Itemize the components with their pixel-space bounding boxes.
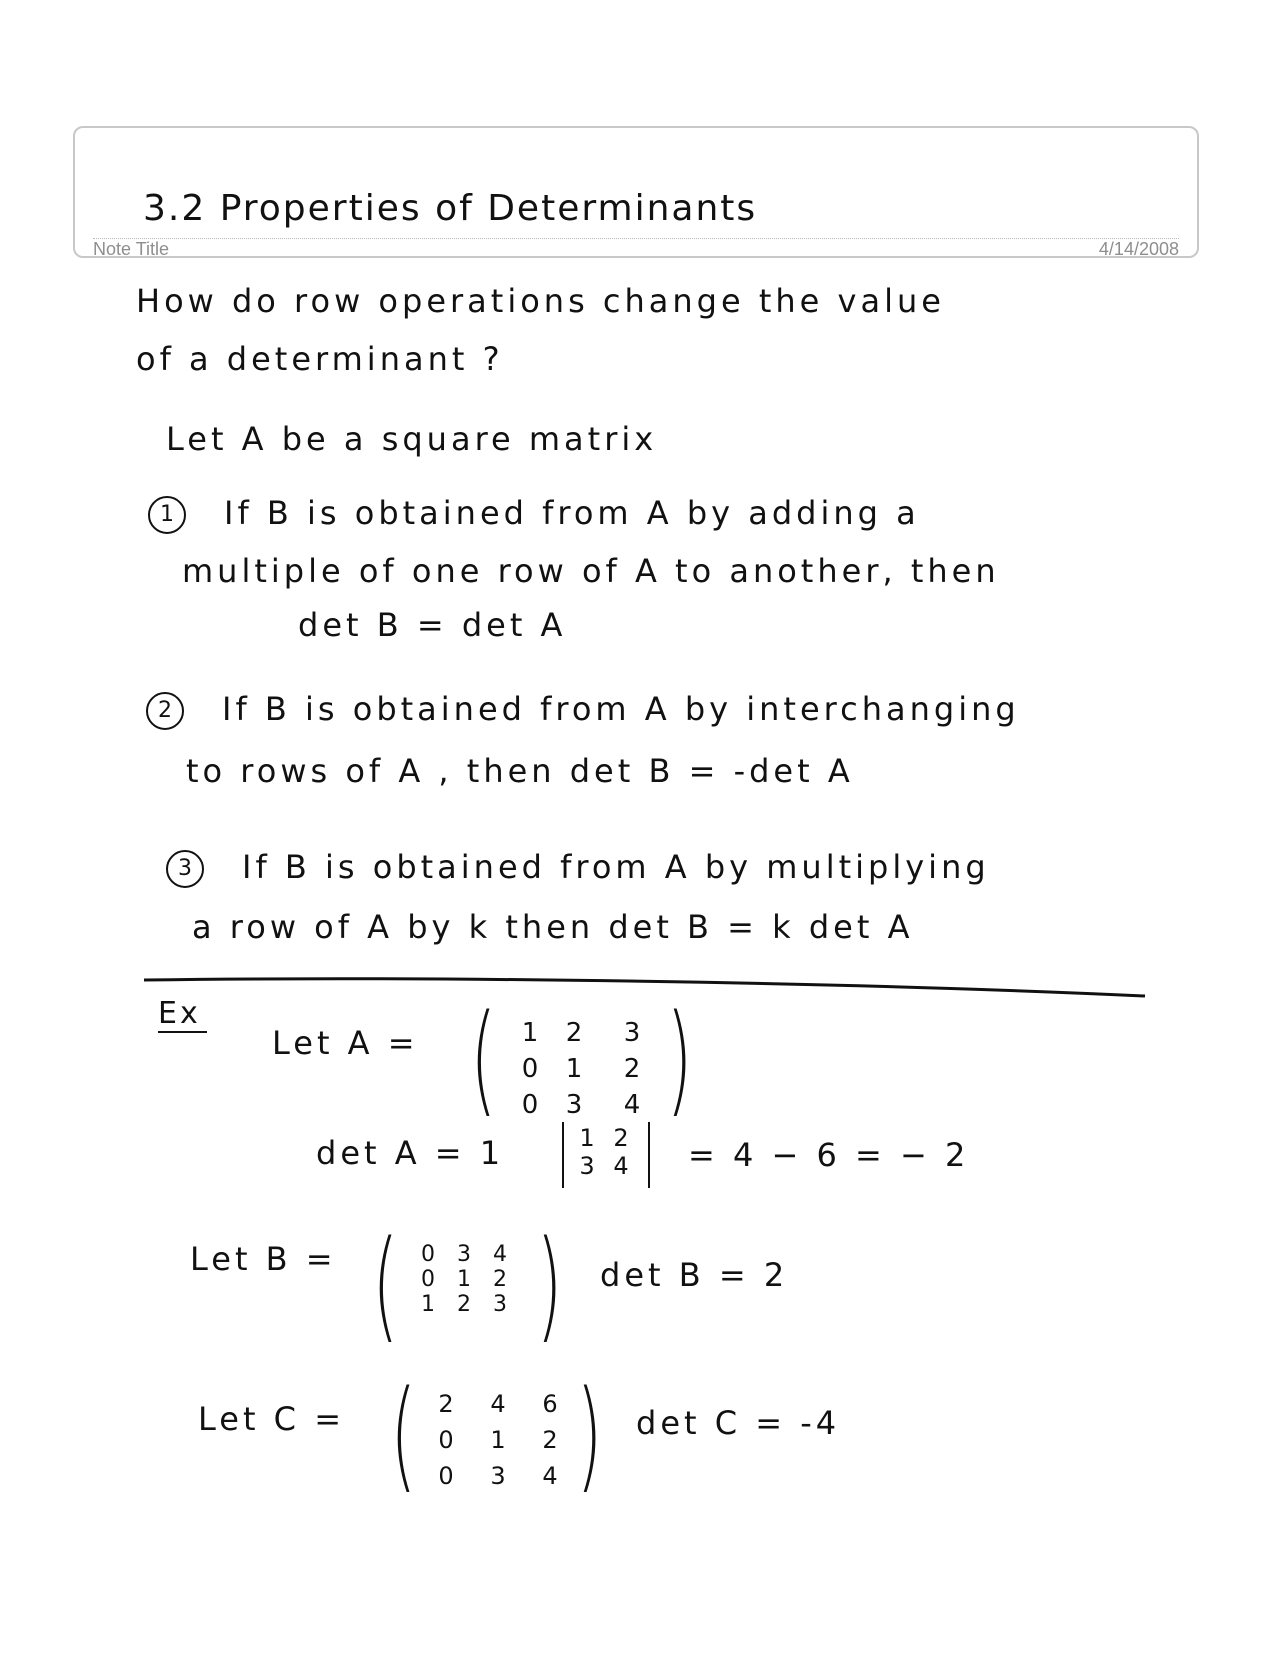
matrix-a-cell: 3 <box>565 1090 583 1120</box>
matrix-a-cell: 4 <box>623 1090 641 1120</box>
matrix-b-cell: 4 <box>493 1242 507 1267</box>
matrix-c <box>420 1390 576 1490</box>
det-a-minor-cell: 1 <box>579 1124 595 1152</box>
property-3-line-1 <box>166 848 990 888</box>
det-c: det C = -4 <box>636 1404 841 1442</box>
matrix-b-cell: 3 <box>493 1292 507 1317</box>
matrix-a-cell: 3 <box>623 1018 641 1048</box>
matrix-b-cell: 0 <box>421 1267 435 1292</box>
matrix-b-cell: 0 <box>421 1242 435 1267</box>
matrix-a-right-paren: ) <box>666 990 693 1129</box>
matrix-c-cell: 4 <box>542 1462 558 1490</box>
matrix-a-cell: 2 <box>623 1054 641 1084</box>
matrix-c-cell: 1 <box>490 1426 506 1454</box>
det-a-minor-cell: 2 <box>613 1124 629 1152</box>
det-a-minor <box>570 1124 638 1180</box>
matrix-a-cell: 1 <box>521 1018 539 1048</box>
matrix-c-cell: 4 <box>490 1390 506 1418</box>
matrix-c-cell: 6 <box>542 1390 558 1418</box>
det-a-prefix: det A = 1 <box>316 1134 505 1172</box>
property-1-line-2: multiple of one row of A to another, then <box>182 552 1000 590</box>
matrix-c-cell: 0 <box>438 1426 454 1454</box>
intro-question-line-2: of a determinant ? <box>136 340 504 378</box>
property-2-line-2: to rows of A , then det B = -det A <box>186 752 854 790</box>
matrix-b-left-paren: ( <box>372 1216 399 1355</box>
property-2-text-1: If B is obtained from A by interchanging <box>222 690 1020 728</box>
matrix-c-right-paren: ) <box>576 1366 603 1505</box>
matrix-c-cell: 2 <box>438 1390 454 1418</box>
note-title-label: Note Title <box>93 239 170 259</box>
det-a-minor-left-bar <box>562 1122 564 1188</box>
matrix-a-left-paren: ( <box>470 990 497 1129</box>
matrix-a-cell: 2 <box>565 1018 583 1048</box>
matrix-c-left-paren: ( <box>390 1366 417 1505</box>
example-label: Ex <box>158 996 207 1033</box>
page-title: 3.2 Properties of Determinants <box>143 188 758 229</box>
intro-question-line-1: How do row operations change the value <box>136 282 945 320</box>
det-a-result: = 4 − 6 = − 2 <box>688 1136 970 1174</box>
section-divider <box>142 976 1147 1000</box>
det-a-minor-cell: 4 <box>613 1152 629 1180</box>
matrix-a-cell: 0 <box>521 1054 539 1084</box>
matrix-c-cell: 3 <box>490 1462 506 1490</box>
matrix-b-right-paren: ) <box>536 1216 563 1355</box>
intro-statement: Let A be a square matrix <box>166 420 658 458</box>
property-1-line-3: det B = det A <box>298 606 567 644</box>
property-3-number: 3 <box>166 850 204 888</box>
det-b: det B = 2 <box>600 1256 789 1294</box>
property-1-text-1: If B is obtained from A by adding a <box>224 494 920 532</box>
matrix-c-cell: 0 <box>438 1462 454 1490</box>
matrix-b-cell: 2 <box>493 1267 507 1292</box>
property-2-number: 2 <box>146 692 184 730</box>
matrix-b-cell: 1 <box>421 1292 435 1317</box>
matrix-b-cell: 2 <box>457 1292 471 1317</box>
matrix-a-cell: 0 <box>521 1090 539 1120</box>
property-3-line-2: a row of A by k then det B = k det A <box>192 908 914 946</box>
property-1-number: 1 <box>148 496 186 534</box>
matrix-a <box>508 1018 668 1120</box>
property-3-text-1: If B is obtained from A by multiplying <box>242 848 990 886</box>
det-a-minor-cell: 3 <box>579 1152 595 1180</box>
title-divider <box>93 238 1179 239</box>
det-a-minor-right-bar <box>648 1122 650 1188</box>
matrix-b-cell: 3 <box>457 1242 471 1267</box>
matrix-b-label: Let B = <box>190 1240 337 1278</box>
matrix-c-cell: 2 <box>542 1426 558 1454</box>
matrix-b-cell: 1 <box>457 1267 471 1292</box>
title-panel <box>73 126 1199 258</box>
matrix-c-label: Let C = <box>198 1400 345 1438</box>
matrix-a-label: Let A = <box>272 1024 419 1062</box>
matrix-a-cell: 1 <box>565 1054 583 1084</box>
property-2-line-1 <box>146 690 1020 730</box>
note-date: 4/14/2008 <box>1098 239 1179 259</box>
property-1-line-1 <box>148 494 920 534</box>
matrix-b <box>410 1242 518 1317</box>
